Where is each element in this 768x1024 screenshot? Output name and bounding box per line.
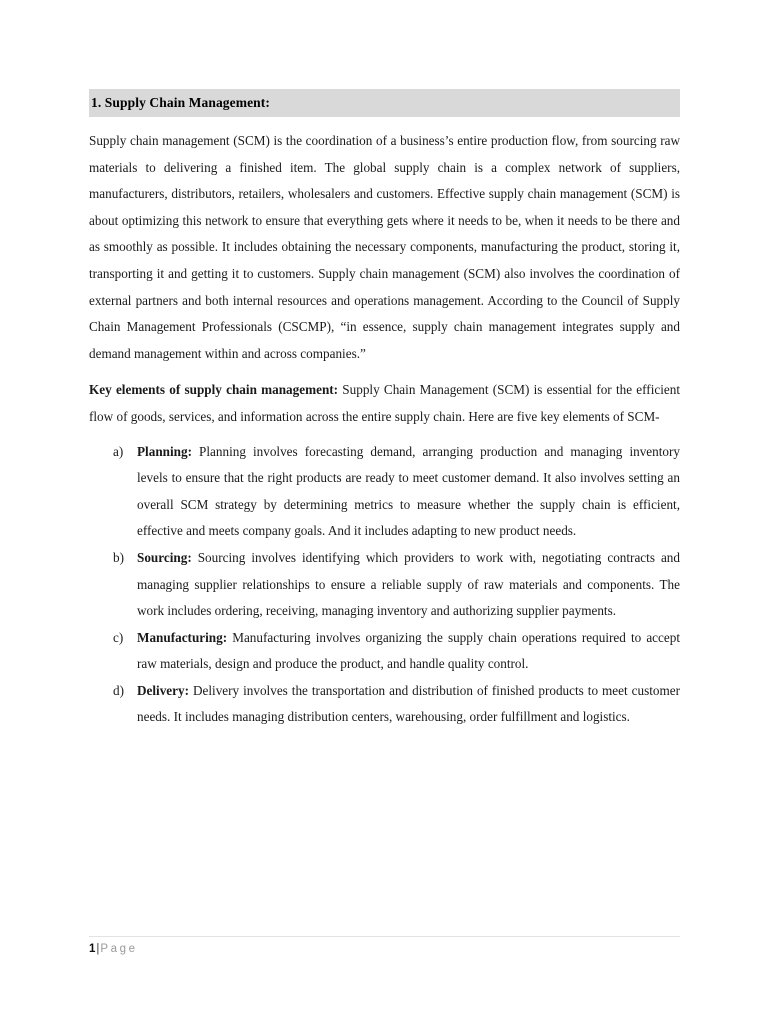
list-item-marker: d) bbox=[113, 682, 124, 698]
intro-paragraph: Supply chain management (SCM) is the coordination of a business’s entire production flow, from sourcing raw materials to delivering a finished item. The global supply chain is a complex network of suppliers, manufacturers, distributors, retailers, wholesalers and customers. Effective supply chain management (SCM) is about optimizing this network to ensure that everything gets where it needs to be, when it needs to be there and as smoothly as possible. It includes obtaining the necessary components, manufacturing the product, storing it, transporting it and getting it to customers. Supply chain management (SCM) also involves the coordination of external partners and both internal resources and operations management. According to the Council of Supply Chain Management Professionals (CSCMP), “in essence, supply chain management integrates supply and demand management within and across companies.” bbox=[89, 133, 680, 361]
list-item-text: Sourcing involves identifying which providers to work with, negotiating contracts and managing supplier relationships to ensure a reliable supply of raw materials and components. The work includes ordering, receiving, managing inventory and authorizing supplier payments. bbox=[137, 549, 680, 619]
footer-page-indicator bbox=[89, 942, 680, 957]
list-item-marker: c) bbox=[113, 629, 124, 645]
document-content bbox=[89, 89, 680, 731]
footer-page-number: 1 bbox=[89, 943, 96, 955]
list-item bbox=[89, 439, 680, 545]
list-item bbox=[89, 625, 680, 678]
list-item-text: Planning involves forecasting demand, arranging production and managing inventory levels to ensure that the right products are ready to meet customer demand. It also involves setting an overall SCM strategy by determining metrics to measure whether the supply chain is efficient, effective and meets company goals. And it includes adapting to new product needs. bbox=[137, 443, 680, 539]
footer-page-label: Page bbox=[100, 943, 138, 955]
section-heading: 1. Supply Chain Management: bbox=[89, 89, 680, 117]
list-item-text: Manufacturing involves organizing the supply chain operations required to accept raw materials, design and produce the product, and handle quality control. bbox=[137, 629, 680, 672]
page-footer bbox=[89, 936, 680, 957]
footer-separator: | bbox=[96, 943, 100, 955]
list-item-text: Delivery involves the transportation and distribution of finished products to meet customer needs. It includes managing distribution centers, warehousing, order fulfillment and logistics. bbox=[137, 682, 680, 725]
list-item bbox=[89, 678, 680, 731]
key-elements-paragraph bbox=[89, 377, 680, 430]
key-elements-intro-text: Supply Chain Management (SCM) is essential for the efficient flow of goods, services, and information across the entire supply chain. Here are five key elements of SCM- bbox=[89, 382, 680, 424]
list-item-marker: b) bbox=[113, 549, 124, 565]
list-item-label: Sourcing: bbox=[137, 549, 192, 565]
list-item-label: Delivery: bbox=[137, 682, 189, 698]
list-item-label: Manufacturing: bbox=[137, 629, 228, 645]
key-elements-lead-in: Key elements of supply chain management: bbox=[89, 382, 339, 398]
list-item-label: Planning: bbox=[137, 443, 192, 459]
list-item-marker: a) bbox=[113, 443, 124, 459]
list-item bbox=[89, 545, 680, 625]
key-elements-list bbox=[89, 439, 680, 732]
footer-divider bbox=[89, 936, 680, 937]
